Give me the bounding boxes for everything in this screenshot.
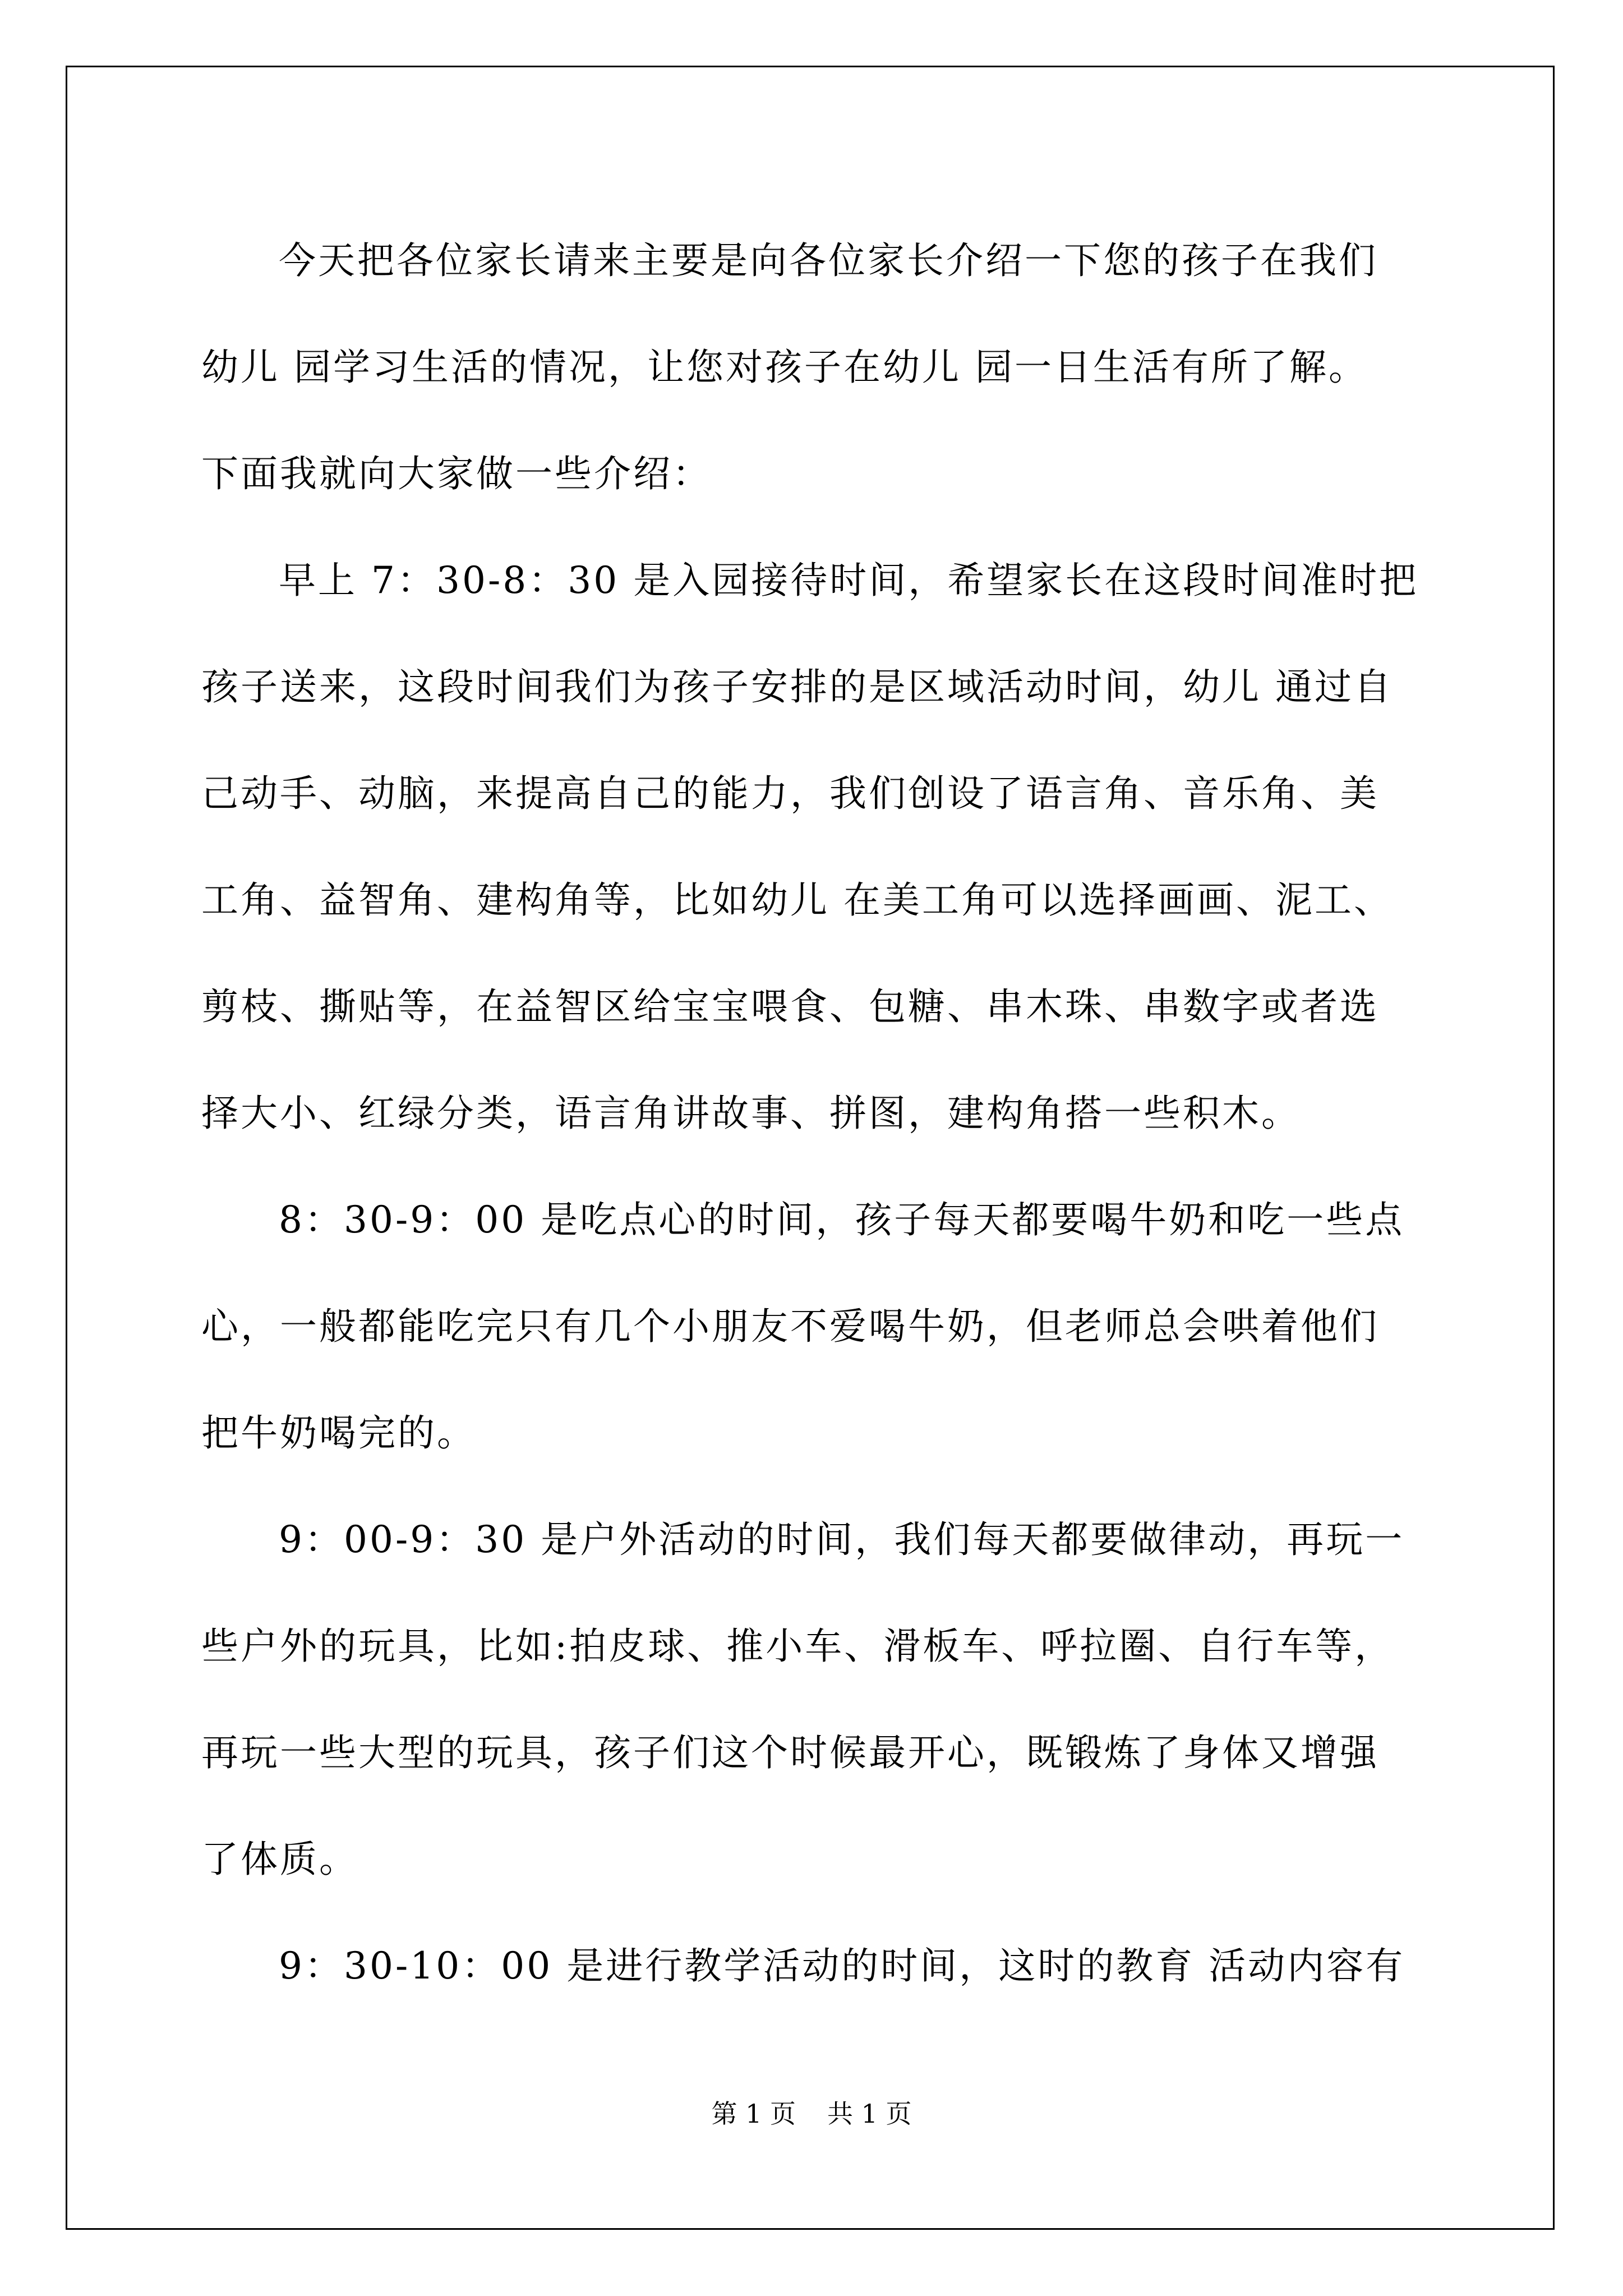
text-line: 再玩一些大型的玩具，孩子们这个时候最开心，既锻炼了身体又增强 (201, 1731, 1379, 1774)
text-line: 早上 7：30-8：30 是入园接待时间，希望家长在这段时间准时把 (279, 559, 1419, 602)
text-line: 下面我就向大家做一些介绍： (201, 452, 712, 495)
text-line: 些户外的玩具，比如:拍皮球、推小车、滑板车、呼拉圈、自行车等， (201, 1625, 1394, 1668)
text-line: 剪枝、撕贴等，在益智区给宝宝喂食、包糖、串木珠、串数字或者选 (201, 985, 1379, 1028)
text-line: 9：30-10：00 是进行教学活动的时间，这时的教育 活动内容有 (279, 1944, 1405, 1987)
text-line: 幼儿 园学习生活的情况，让您对孩子在幼儿 园一日生活有所了解。 (201, 346, 1368, 389)
page-total: 共 1 页 (827, 2099, 912, 2129)
text-line: 孩子送来，这段时间我们为孩子安排的是区域活动时间，幼儿 通过自 (201, 665, 1393, 708)
document-body (201, 208, 1435, 2019)
text-line: 把牛奶喝完的。 (201, 1411, 476, 1455)
text-line: 8：30-9：00 是吃点心的时间，孩子每天都要喝牛奶和吃一些点 (279, 1198, 1405, 1241)
page-number: 第 1 页 (711, 2099, 796, 2129)
text-line: 择大小、红绿分类，语言角讲故事、拼图，建构角搭一些积木。 (201, 1092, 1301, 1135)
text-line: 己动手、动脑，来提高自己的能力，我们创设了语言角、音乐角、美 (201, 772, 1379, 815)
text-line: 心，一般都能吃完只有几个小朋友不爱喝牛奶，但老师总会哄着他们 (201, 1305, 1379, 1348)
text-line: 工角、益智角、建构角等，比如幼儿 在美工角可以选择画画、泥工、 (201, 878, 1393, 922)
text-line: 今天把各位家长请来主要是向各位家长介绍一下您的孩子在我们 (279, 239, 1378, 282)
text-line: 了体质。 (201, 1838, 358, 1881)
page-footer (0, 2093, 1623, 2131)
text-line: 9：00-9：30 是户外活动的时间，我们每天都要做律动，再玩一 (279, 1518, 1405, 1561)
